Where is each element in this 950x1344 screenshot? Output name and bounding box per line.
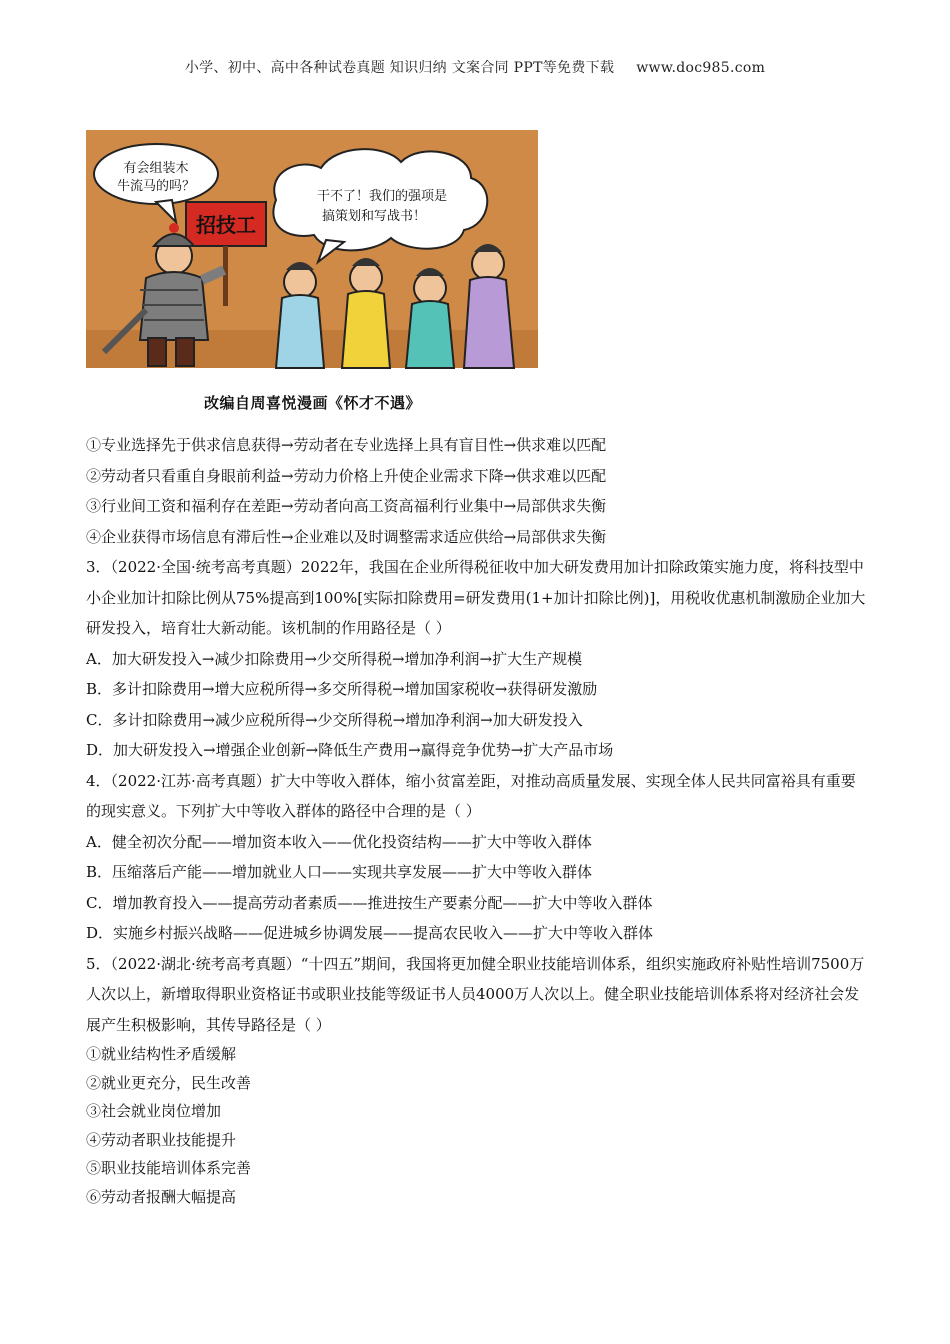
- left-bubble-line1: 有会组装木: [123, 161, 189, 176]
- q4-stem: 4．（2022·江苏·高考真题）扩大中等收入群体，缩小贫富差距，对推动高质量发展、实现全体人民共同富裕具有重要的现实意义。下列扩大中等收入群体的路径中合理的是（ ）: [86, 771, 856, 820]
- q3-option-d: D．加大研发投入→增强企业创新→降低生产费用→赢得竞争优势→扩大产品市场: [86, 741, 614, 759]
- header-url[interactable]: www.doc985.com: [636, 60, 766, 76]
- q5-item-2: ②就业更充分，民生改善: [86, 1073, 252, 1092]
- q4-option-c: C．增加教育投入——提高劳动者素质——推进按生产要素分配——扩大中等收入群体: [86, 893, 653, 912]
- q2-item-2: ②劳动者只看重自身眼前利益→劳动力价格上升使企业需求下降→供求难以匹配: [86, 466, 607, 485]
- q3-stem: 3．（2022·全国·统考高考真题）2022年，我国在企业所得税征收中加大研发费用加计扣除政策实施力度，将科技型中小企业加计扣除比例从75%提高到100%[实际扣除费用=研发费用(1+加计扣除比例)]，用税收优惠机制激励企业加大研发投入，培育壮大新动能。该机制的作用路径是（ ）: [86, 558, 866, 637]
- q5-item-6: ⑥劳动者报酬大幅提高: [86, 1187, 237, 1206]
- q3-option-c: C．多计扣除费用→减少应税所得→少交所得税→增加净利润→加大研发投入: [86, 710, 583, 729]
- q5-stem: 5．（2022·湖北·统考高考真题）“十四五”期间，我国将更加健全职业技能培训体系，组织实施政府补贴性培训7500万人次以上，新增取得职业资格证书或职业技能等级证书人员4000万人次以上。健全职业技能培训体系将对经济社会发展产生积极影响，其传导路径是（ ）: [86, 954, 865, 1034]
- q4-option-b: B．压缩落后产能——增加就业人口——实现共享发展——扩大中等收入群体: [86, 863, 593, 881]
- q3-option-a: A．加大研发投入→减少扣除费用→少交所得税→增加净利润→扩大生产规模: [86, 649, 583, 668]
- left-bubble-line2: 牛流马的吗？: [116, 179, 196, 194]
- cartoon-caption: 改编自周喜悦漫画《怀才不遇》: [204, 394, 422, 412]
- q3-option-b: B．多计扣除费用→增大应税所得→多交所得税→增加国家税收→获得研发激励: [86, 680, 598, 698]
- header-text: 小学、初中、高中各种试卷真题 知识归纳 文案合同 PPT等免费下载: [184, 60, 615, 76]
- q4-option-d: D．实施乡村振兴战略——促进城乡协调发展——提高农民收入——扩大中等收入群体: [86, 924, 654, 942]
- q5-item-1: ①就业结构性矛盾缓解: [86, 1045, 237, 1063]
- right-bubble-line2: 搞策划和写战书！: [321, 209, 427, 224]
- page-header: [0, 57, 950, 77]
- q2-item-4: ④企业获得市场信息有滞后性→企业难以及时调整需求适应供给→局部供求失衡: [86, 527, 607, 546]
- sign-text: 招技工: [196, 213, 256, 237]
- q2-item-3: ③行业间工资和福利存在差距→劳动者向高工资高福利行业集中→局部供求失衡: [86, 497, 607, 515]
- right-bubble-line1: 干不了！我们的强项是: [316, 189, 448, 204]
- q5-item-4: ④劳动者职业技能提升: [86, 1130, 237, 1149]
- q2-item-1: ①专业选择先于供求信息获得→劳动者在专业选择上具有盲目性→供求难以匹配: [86, 436, 607, 454]
- question-content: [86, 430, 866, 1212]
- cartoon-image: [86, 130, 538, 378]
- q5-item-3: ③社会就业岗位增加: [86, 1102, 222, 1121]
- q5-item-5: ⑤职业技能培训体系完善: [86, 1159, 252, 1178]
- q4-option-a: A．健全初次分配——增加资本收入——优化投资结构——扩大中等收入群体: [86, 832, 592, 851]
